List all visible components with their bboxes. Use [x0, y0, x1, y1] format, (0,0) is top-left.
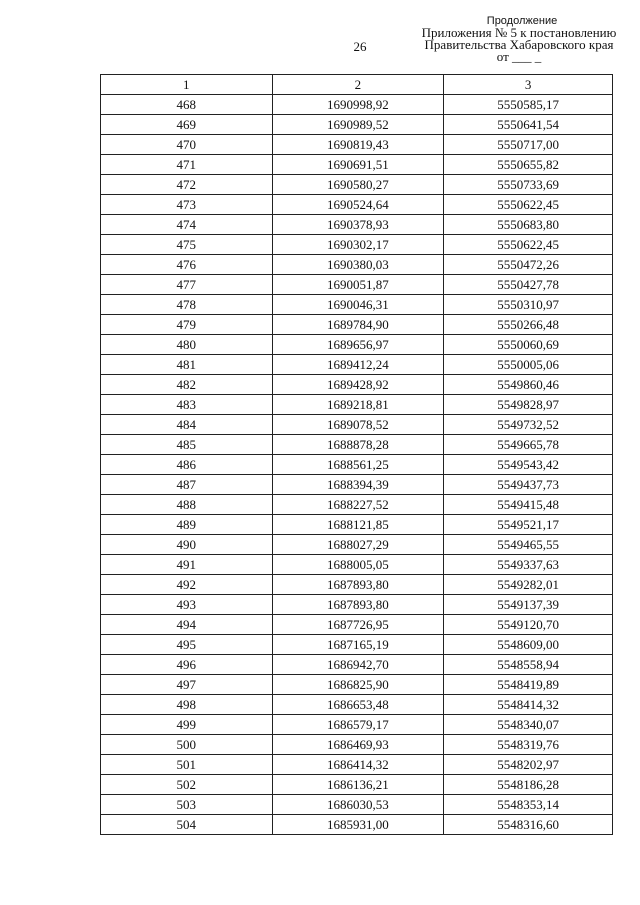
table-row — [101, 275, 613, 295]
y-coordinate-cell: 5549543,42 — [444, 455, 613, 475]
x-coordinate-cell: 1686942,70 — [272, 655, 444, 675]
table-row — [101, 355, 613, 375]
y-coordinate-cell: 5550310,97 — [444, 295, 613, 315]
point-number-cell: 484 — [101, 415, 273, 435]
x-coordinate-cell: 1687893,80 — [272, 575, 444, 595]
y-coordinate-cell: 5550641,54 — [444, 115, 613, 135]
point-number-cell: 494 — [101, 615, 273, 635]
y-coordinate-cell: 5549415,48 — [444, 495, 613, 515]
point-number-cell: 477 — [101, 275, 273, 295]
table-row — [101, 675, 613, 695]
point-number-cell: 472 — [101, 175, 273, 195]
x-coordinate-cell: 1690691,51 — [272, 155, 444, 175]
y-coordinate-cell: 5548558,94 — [444, 655, 613, 675]
x-coordinate-cell: 1689218,81 — [272, 395, 444, 415]
x-coordinate-cell: 1690580,27 — [272, 175, 444, 195]
continuation-label: Продолжение — [486, 15, 558, 27]
point-number-cell: 488 — [101, 495, 273, 515]
table-row — [101, 755, 613, 775]
point-number-cell: 500 — [101, 735, 273, 755]
x-coordinate-cell: 1689428,92 — [272, 375, 444, 395]
y-coordinate-cell: 5550472,26 — [444, 255, 613, 275]
y-coordinate-cell: 5549437,73 — [444, 475, 613, 495]
x-coordinate-cell: 1686469,93 — [272, 735, 444, 755]
y-coordinate-cell: 5548186,28 — [444, 775, 613, 795]
y-coordinate-cell: 5548353,14 — [444, 795, 613, 815]
x-coordinate-cell: 1690302,17 — [272, 235, 444, 255]
coordinates-table — [100, 74, 613, 835]
x-coordinate-cell: 1688394,39 — [272, 475, 444, 495]
table-row — [101, 235, 613, 255]
x-coordinate-cell: 1690378,93 — [272, 215, 444, 235]
y-coordinate-cell: 5549665,78 — [444, 435, 613, 455]
point-number-cell: 487 — [101, 475, 273, 495]
y-coordinate-cell: 5549828,97 — [444, 395, 613, 415]
point-number-cell: 501 — [101, 755, 273, 775]
table-row — [101, 535, 613, 555]
x-coordinate-cell: 1689078,52 — [272, 415, 444, 435]
point-number-cell: 493 — [101, 595, 273, 615]
table-row — [101, 175, 613, 195]
table-row — [101, 475, 613, 495]
y-coordinate-cell: 5550427,78 — [444, 275, 613, 295]
column-header-2: 2 — [272, 75, 444, 95]
y-coordinate-cell: 5548419,89 — [444, 675, 613, 695]
point-number-cell: 478 — [101, 295, 273, 315]
page-number: 26 — [353, 39, 367, 54]
column-header-3: 3 — [444, 75, 613, 95]
y-coordinate-cell: 5550060,69 — [444, 335, 613, 355]
y-coordinate-cell: 5550622,45 — [444, 195, 613, 215]
point-number-cell: 490 — [101, 535, 273, 555]
point-number-cell: 473 — [101, 195, 273, 215]
table-row — [101, 635, 613, 655]
y-coordinate-cell: 5549282,01 — [444, 575, 613, 595]
point-number-cell: 476 — [101, 255, 273, 275]
y-coordinate-cell: 5548202,97 — [444, 755, 613, 775]
coordinates-table-body — [101, 75, 613, 835]
point-number-cell: 499 — [101, 715, 273, 735]
table-row — [101, 775, 613, 795]
point-number-cell: 471 — [101, 155, 273, 175]
appendix-line-3: от ___ _ — [496, 49, 542, 64]
table-row — [101, 395, 613, 415]
table-row — [101, 695, 613, 715]
y-coordinate-cell: 5550733,69 — [444, 175, 613, 195]
y-coordinate-cell: 5550005,06 — [444, 355, 613, 375]
table-row — [101, 795, 613, 815]
x-coordinate-cell: 1686653,48 — [272, 695, 444, 715]
appendix-line-2: Правительства Хабаровского края — [424, 37, 614, 52]
y-coordinate-cell: 5548319,76 — [444, 735, 613, 755]
table-row — [101, 495, 613, 515]
point-number-cell: 479 — [101, 315, 273, 335]
table-row — [101, 575, 613, 595]
table-row — [101, 195, 613, 215]
point-number-cell: 492 — [101, 575, 273, 595]
y-coordinate-cell: 5550655,82 — [444, 155, 613, 175]
x-coordinate-cell: 1688878,28 — [272, 435, 444, 455]
x-coordinate-cell: 1688227,52 — [272, 495, 444, 515]
point-number-cell: 469 — [101, 115, 273, 135]
table-row — [101, 455, 613, 475]
point-number-cell: 498 — [101, 695, 273, 715]
point-number-cell: 468 — [101, 95, 273, 115]
table-row — [101, 135, 613, 155]
table-header-row — [101, 75, 613, 95]
table-row — [101, 95, 613, 115]
point-number-cell: 502 — [101, 775, 273, 795]
x-coordinate-cell: 1690524,64 — [272, 195, 444, 215]
y-coordinate-cell: 5549521,17 — [444, 515, 613, 535]
x-coordinate-cell: 1688027,29 — [272, 535, 444, 555]
table-row — [101, 155, 613, 175]
y-coordinate-cell: 5549137,39 — [444, 595, 613, 615]
point-number-cell: 470 — [101, 135, 273, 155]
point-number-cell: 474 — [101, 215, 273, 235]
x-coordinate-cell: 1687165,19 — [272, 635, 444, 655]
y-coordinate-cell: 5550585,17 — [444, 95, 613, 115]
x-coordinate-cell: 1685931,00 — [272, 815, 444, 835]
point-number-cell: 482 — [101, 375, 273, 395]
x-coordinate-cell: 1690819,43 — [272, 135, 444, 155]
y-coordinate-cell: 5550622,45 — [444, 235, 613, 255]
x-coordinate-cell: 1688005,05 — [272, 555, 444, 575]
point-number-cell: 496 — [101, 655, 273, 675]
y-coordinate-cell: 5549732,52 — [444, 415, 613, 435]
x-coordinate-cell: 1686579,17 — [272, 715, 444, 735]
y-coordinate-cell: 5549860,46 — [444, 375, 613, 395]
table-row — [101, 215, 613, 235]
y-coordinate-cell: 5549120,70 — [444, 615, 613, 635]
table-row — [101, 715, 613, 735]
x-coordinate-cell: 1689656,97 — [272, 335, 444, 355]
y-coordinate-cell: 5550266,48 — [444, 315, 613, 335]
y-coordinate-cell: 5549337,63 — [444, 555, 613, 575]
table-row — [101, 435, 613, 455]
table-row — [101, 415, 613, 435]
x-coordinate-cell: 1689784,90 — [272, 315, 444, 335]
x-coordinate-cell: 1690051,87 — [272, 275, 444, 295]
point-number-cell: 495 — [101, 635, 273, 655]
table-row — [101, 375, 613, 395]
y-coordinate-cell: 5548340,07 — [444, 715, 613, 735]
column-header-1: 1 — [101, 75, 273, 95]
table-row — [101, 655, 613, 675]
table-row — [101, 735, 613, 755]
table-row — [101, 255, 613, 275]
x-coordinate-cell: 1688121,85 — [272, 515, 444, 535]
table-row — [101, 615, 613, 635]
table-row — [101, 515, 613, 535]
point-number-cell: 485 — [101, 435, 273, 455]
y-coordinate-cell: 5550717,00 — [444, 135, 613, 155]
appendix-caption — [420, 27, 618, 63]
point-number-cell: 486 — [101, 455, 273, 475]
table-row — [101, 815, 613, 835]
point-number-cell: 475 — [101, 235, 273, 255]
table-row — [101, 595, 613, 615]
y-coordinate-cell: 5548316,60 — [444, 815, 613, 835]
x-coordinate-cell: 1688561,25 — [272, 455, 444, 475]
x-coordinate-cell: 1686136,21 — [272, 775, 444, 795]
point-number-cell: 481 — [101, 355, 273, 375]
point-number-cell: 491 — [101, 555, 273, 575]
point-number-cell: 504 — [101, 815, 273, 835]
point-number-cell: 503 — [101, 795, 273, 815]
point-number-cell: 497 — [101, 675, 273, 695]
y-coordinate-cell: 5548414,32 — [444, 695, 613, 715]
x-coordinate-cell: 1686414,32 — [272, 755, 444, 775]
x-coordinate-cell: 1690380,03 — [272, 255, 444, 275]
x-coordinate-cell: 1690989,52 — [272, 115, 444, 135]
table-row — [101, 555, 613, 575]
y-coordinate-cell: 5549465,55 — [444, 535, 613, 555]
x-coordinate-cell: 1690998,92 — [272, 95, 444, 115]
x-coordinate-cell: 1687726,95 — [272, 615, 444, 635]
x-coordinate-cell: 1690046,31 — [272, 295, 444, 315]
x-coordinate-cell: 1687893,80 — [272, 595, 444, 615]
point-number-cell: 489 — [101, 515, 273, 535]
x-coordinate-cell: 1686825,90 — [272, 675, 444, 695]
point-number-cell: 483 — [101, 395, 273, 415]
point-number-cell: 480 — [101, 335, 273, 355]
appendix-line-1: Приложения № 5 к постановлению — [421, 25, 617, 40]
table-row — [101, 115, 613, 135]
x-coordinate-cell: 1686030,53 — [272, 795, 444, 815]
y-coordinate-cell: 5550683,80 — [444, 215, 613, 235]
table-row — [101, 335, 613, 355]
y-coordinate-cell: 5548609,00 — [444, 635, 613, 655]
x-coordinate-cell: 1689412,24 — [272, 355, 444, 375]
table-row — [101, 295, 613, 315]
table-row — [101, 315, 613, 335]
